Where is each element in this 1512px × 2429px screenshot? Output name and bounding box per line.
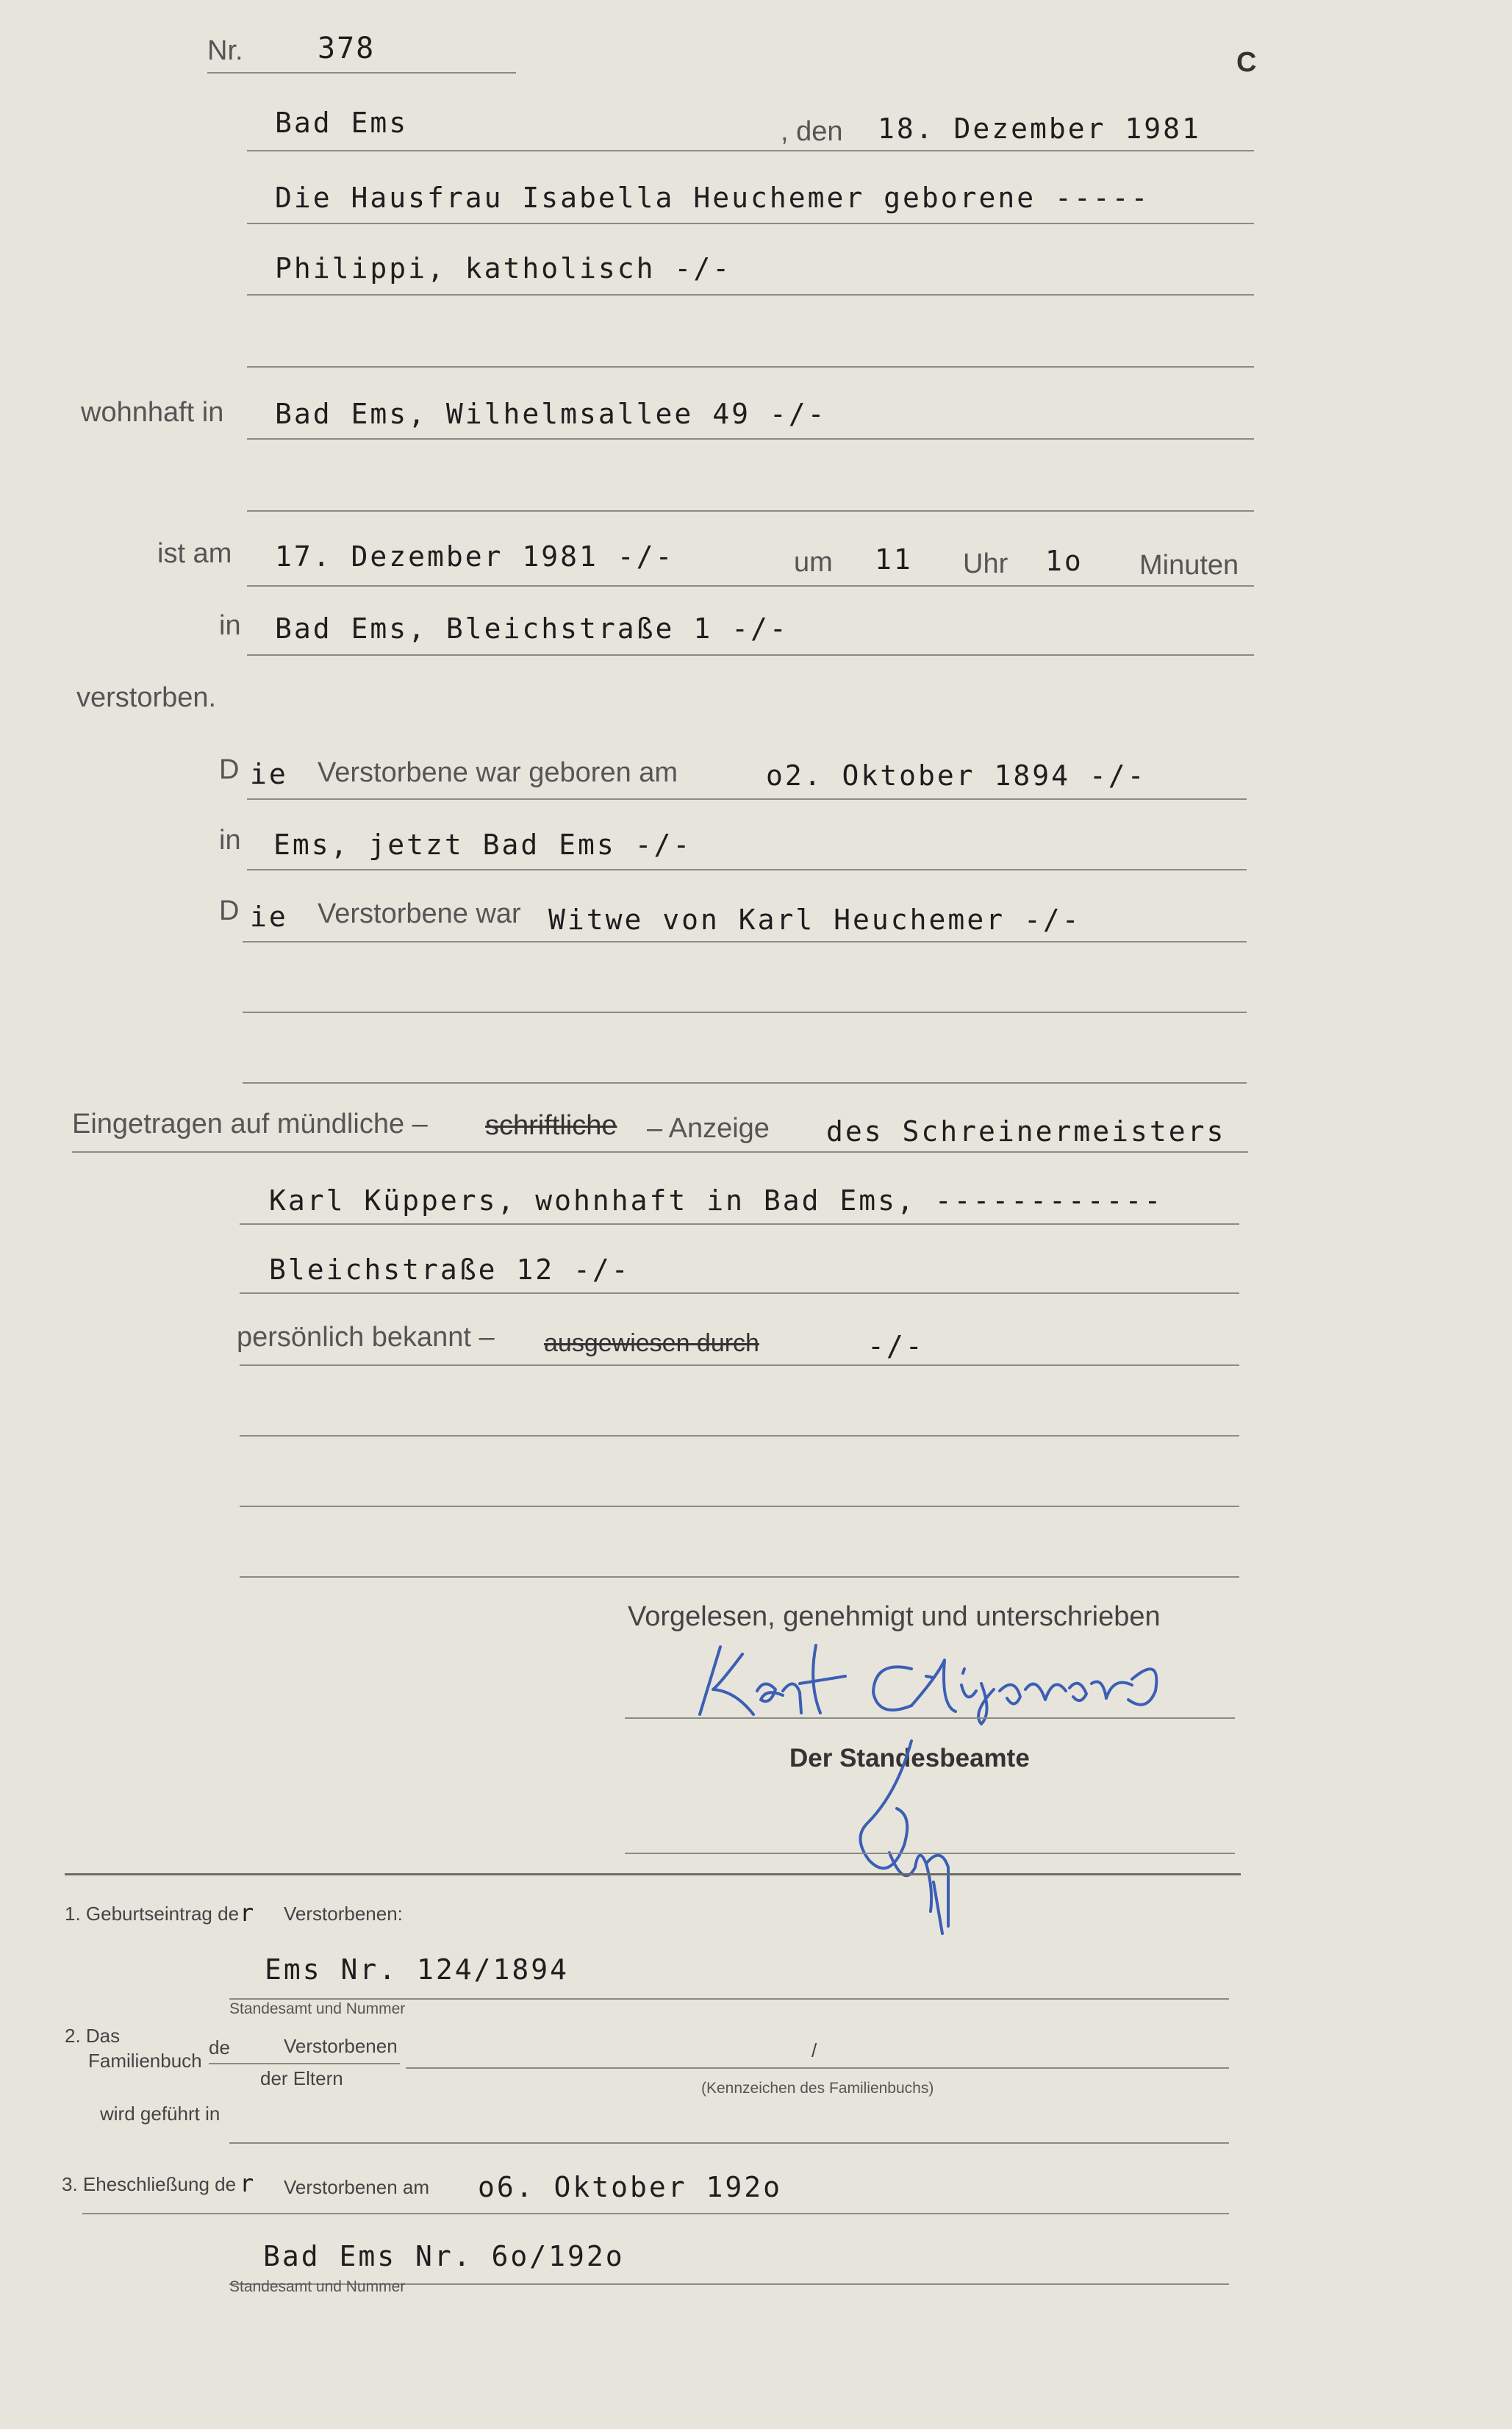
item1-value: Ems Nr. 124/1894 — [265, 1953, 570, 1986]
residence: Bad Ems, Wilhelmsallee 49 -/- — [275, 398, 827, 430]
minutes: 1o — [1045, 545, 1083, 577]
read-approved-label: Vorgelesen, genehmigt und unterschrieben — [628, 1601, 1161, 1632]
blank-line-7 — [240, 1576, 1239, 1578]
birth-place: Ems, jetzt Bad Ems -/- — [273, 829, 692, 861]
um-label: um — [794, 547, 833, 578]
blank-line-2 — [247, 510, 1254, 512]
informant-signature — [691, 1632, 1205, 1728]
person-line-2-rule — [247, 294, 1254, 296]
corner-letter: C — [1236, 47, 1257, 78]
ist-am-label: ist am — [157, 538, 232, 569]
known-label: persönlich bekannt – — [237, 1322, 495, 1353]
item2-de: de — [209, 2036, 230, 2058]
item2-short-rule — [209, 2063, 400, 2064]
status-label: Verstorbene war — [318, 898, 521, 929]
item2-label-b: Familienbuch — [88, 2050, 202, 2072]
report-rule — [72, 1151, 1248, 1153]
informant-line-3: Bleichstraße 12 -/- — [269, 1253, 631, 1286]
verstorben-label: verstorben. — [76, 682, 217, 713]
item1-label: 1. Geburtseintrag de — [65, 1903, 240, 1925]
item2-slash: / — [811, 2039, 817, 2061]
item2-label-a: 2. Das — [65, 2025, 121, 2047]
nr-value: 378 — [318, 32, 376, 65]
person-line-1: Die Hausfrau Isabella Heuchemer geborene ----- — [275, 182, 1150, 214]
death-place: Bad Ems, Bleichstraße 1 -/- — [275, 612, 789, 645]
birth-date: o2. Oktober 1894 -/- — [766, 759, 1147, 792]
person-line-1-rule — [247, 223, 1254, 224]
hour: 11 — [875, 543, 913, 576]
known-struck: ausgewiesen durch — [544, 1329, 759, 1357]
item3-suffix: Verstorbenen am — [284, 2176, 430, 2198]
official-signature-line — [625, 1853, 1235, 1854]
status-suffix: ie — [250, 901, 288, 933]
item3-label: 3. Eheschließung de — [62, 2173, 237, 2195]
in-label-2: in — [219, 825, 241, 856]
status-rule — [243, 941, 1247, 942]
item2-wird: wird geführt in — [100, 2103, 221, 2125]
item1-rule — [229, 1998, 1229, 2000]
blank-line-1 — [247, 366, 1254, 368]
date-line — [247, 150, 1254, 151]
in-label: in — [219, 610, 241, 641]
item2-rule — [406, 2067, 1229, 2069]
nr-underline — [207, 72, 516, 74]
item3-caption: Standesamt und Nummer — [229, 2278, 406, 2295]
minuten-label: Minuten — [1139, 550, 1239, 581]
official-label: Der Standesbeamte — [789, 1744, 1030, 1772]
birth-date-rule — [247, 798, 1247, 800]
report-struck-word: schriftliche — [485, 1110, 617, 1141]
nr-label: Nr. — [207, 35, 243, 66]
item1-mark: r — [240, 1899, 257, 1927]
item1-caption: Standesamt und Nummer — [229, 2000, 406, 2017]
report-label-suffix: – Anzeige — [647, 1113, 770, 1144]
known-value: -/- — [867, 1330, 925, 1362]
blank-line-6 — [240, 1506, 1239, 1507]
item2-wird-rule — [229, 2142, 1229, 2144]
item2-eltern: der Eltern — [260, 2067, 343, 2089]
informant-line-2: Karl Küppers, wohnhaft in Bad Ems, ------------ — [269, 1184, 1164, 1217]
official-signature — [845, 1735, 978, 1941]
place: Bad Ems — [275, 107, 409, 139]
uhr-label: Uhr — [963, 548, 1008, 579]
informant: des Schreinermeisters — [826, 1115, 1226, 1148]
record-date: 18. Dezember 1981 — [878, 112, 1201, 145]
residence-rule — [247, 438, 1254, 440]
death-place-rule — [247, 654, 1254, 656]
report-label-prefix: Eingetragen auf mündliche – — [72, 1109, 428, 1140]
status-prefix: D — [219, 895, 240, 926]
known-rule — [240, 1364, 1239, 1366]
born-prefix: D — [219, 754, 240, 785]
born-suffix: ie — [250, 758, 288, 790]
item3-value: o6. Oktober 192o — [478, 2171, 783, 2203]
item3-rule — [82, 2213, 1229, 2214]
item2-verstorbenen: Verstorbenen — [284, 2035, 398, 2057]
section-divider — [65, 1873, 1241, 1875]
blank-line-4 — [243, 1082, 1247, 1084]
status-value: Witwe von Karl Heuchemer -/- — [548, 904, 1081, 936]
informant-line-3-rule — [240, 1292, 1239, 1294]
item3-place: Bad Ems Nr. 6o/192o — [263, 2240, 625, 2272]
den-label: , den — [781, 116, 843, 147]
blank-line-3 — [243, 1012, 1247, 1013]
birth-place-rule — [247, 869, 1247, 870]
born-label: Verstorbene war geboren am — [318, 757, 678, 788]
death-date: 17. Dezember 1981 -/- — [275, 540, 675, 573]
informant-line-2-rule — [240, 1223, 1239, 1225]
blank-line-5 — [240, 1435, 1239, 1437]
item1-suffix: Verstorbenen: — [284, 1903, 403, 1925]
death-time-rule — [247, 585, 1254, 587]
person-line-2: Philippi, katholisch -/- — [275, 252, 732, 285]
informant-signature-line — [625, 1717, 1235, 1719]
wohnhaft-label: wohnhaft in — [81, 397, 224, 428]
item3-mark: r — [240, 2169, 257, 2197]
item2-caption: (Kennzeichen des Familienbuchs) — [701, 2080, 934, 2097]
